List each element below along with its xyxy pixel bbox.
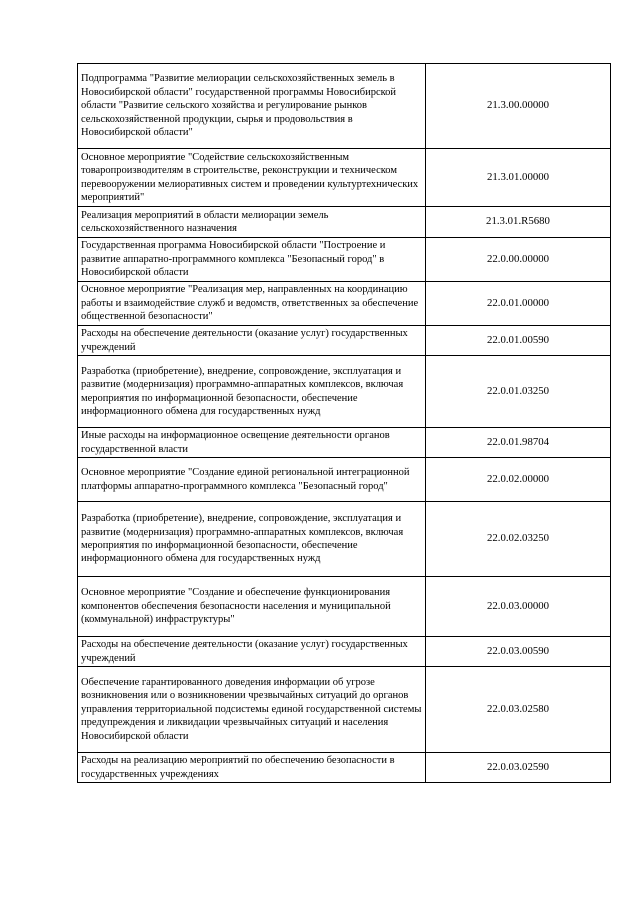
budget-classification-table [77,63,611,783]
row-name: Основное мероприятие "Реализация мер, направленных на координацию работы и взаимодействие служб и ведомств, ответственных за обеспечение общественной безопасности" [78,282,426,326]
table-row [78,282,611,326]
row-code: 21.3.00.00000 [426,64,611,149]
row-name: Иные расходы на информационное освещение деятельности органов государственной власти [78,428,426,458]
row-name: Обеспечение гарантированного доведения информации об угрозе возникновения или о возникновении чрезвычайных ситуаций до органов управления территориальной подсистемы единой государственной системы предупреждения и ликвидации чрезвычайных ситуаций и населения Новосибирской области [78,667,426,753]
row-name: Расходы на обеспечение деятельности (оказание услуг) государственных учреждений [78,326,426,356]
row-name: Государственная программа Новосибирской области "Построение и развитие аппаратно-программного комплекса "Безопасный город" в Новосибирской области [78,238,426,282]
table-row [78,149,611,207]
row-code: 22.0.00.00000 [426,238,611,282]
row-name: Основное мероприятие "Содействие сельскохозяйственным товаропроизводителям в строительстве, реконструкции и техническом перевооружении мелиоративных систем и проведении культуртехнических мероприятий" [78,149,426,207]
row-name: Расходы на реализацию мероприятий по обеспечению безопасности в государственных учреждениях [78,753,426,783]
row-name: Разработка (приобретение), внедрение, сопровождение, эксплуатация и развитие (модернизация) программно-аппаратных комплексов, включая мероприятия по информационной безопасности, обеспечение информационного обмена для государственных нужд [78,356,426,428]
row-name: Разработка (приобретение), внедрение, сопровождение, эксплуатация и развитие (модернизация) программно-аппаратных комплексов, включая мероприятия по информационной безопасности, обеспечение информационного обмена для государственных нужд [78,502,426,577]
row-code: 22.0.02.00000 [426,458,611,502]
row-code: 22.0.01.00000 [426,282,611,326]
table-row [78,667,611,753]
table-row [78,326,611,356]
table-row [78,753,611,783]
row-code: 22.0.03.02580 [426,667,611,753]
row-code: 22.0.01.00590 [426,326,611,356]
row-code: 22.0.02.03250 [426,502,611,577]
row-code: 21.3.01.R5680 [426,207,611,238]
table-row [78,356,611,428]
table-row [78,207,611,238]
table-row [78,238,611,282]
table-row [78,577,611,637]
table-row [78,64,611,149]
row-name: Основное мероприятие "Создание и обеспечение функционирования компонентов обеспечения безопасности населения и муниципальной (коммунальной) инфраструктуры" [78,577,426,637]
row-name: Основное мероприятие "Создание единой региональной интеграционной платформы аппаратно-программного комплекса "Безопасный город" [78,458,426,502]
table-row [78,458,611,502]
table-row [78,428,611,458]
row-name: Подпрограмма "Развитие мелиорации сельскохозяйственных земель в Новосибирской области" государственной программы Новосибирской области "Развитие сельского хозяйства и регулирование рынков сельскохозяйственной продукции, сырья и продовольствия в Новосибирской области" [78,64,426,149]
row-code: 22.0.03.02590 [426,753,611,783]
row-code: 22.0.03.00000 [426,577,611,637]
row-code: 22.0.01.98704 [426,428,611,458]
row-code: 22.0.03.00590 [426,637,611,667]
table-row [78,502,611,577]
row-code: 22.0.01.03250 [426,356,611,428]
table-row [78,637,611,667]
row-name: Расходы на обеспечение деятельности (оказание услуг) государственных учреждений [78,637,426,667]
row-code: 21.3.01.00000 [426,149,611,207]
row-name: Реализация мероприятий в области мелиорации земель сельскохозяйственного назначения [78,207,426,238]
